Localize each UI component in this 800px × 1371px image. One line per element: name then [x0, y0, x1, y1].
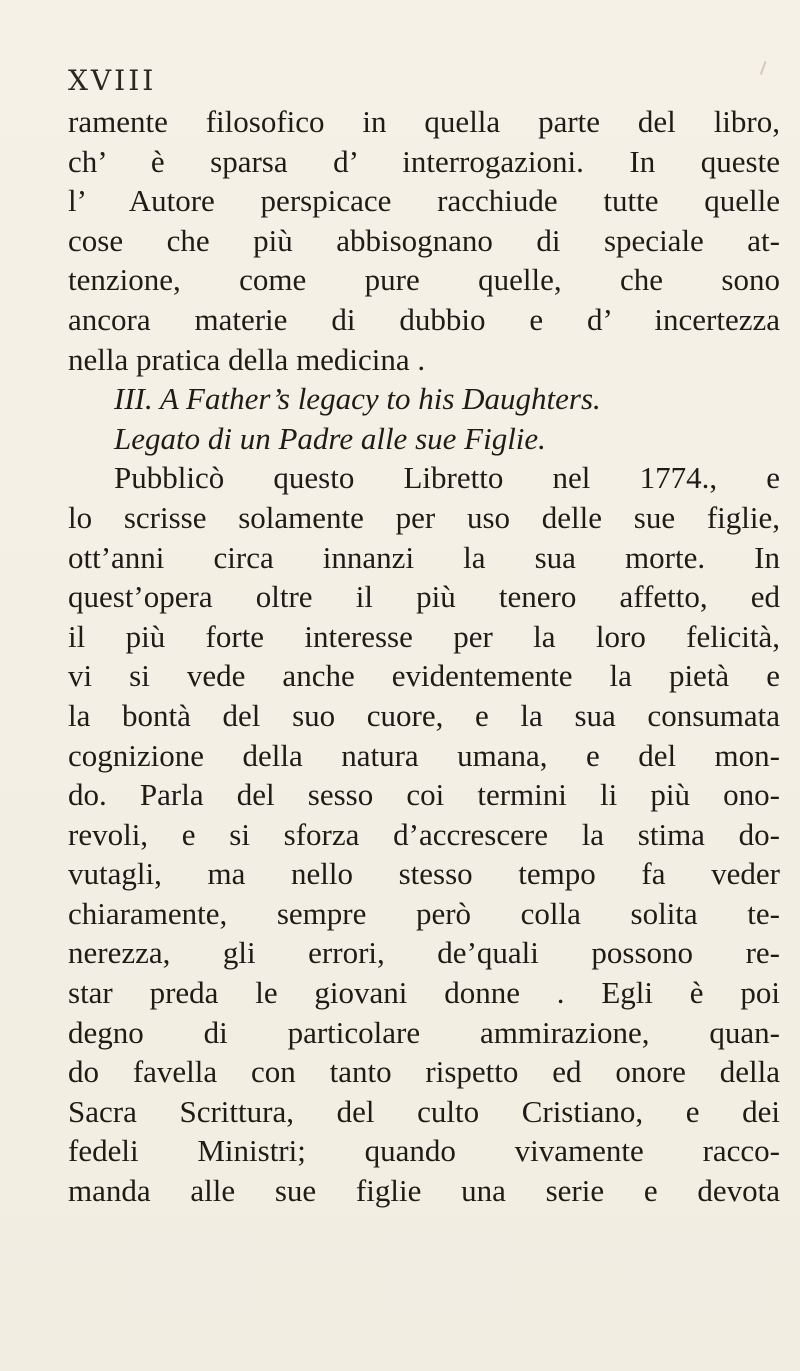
section-title-english: III. A Father’s legacy to his Daughters. — [114, 381, 601, 417]
text-line: chiaramente, sempre però colla solita te- — [68, 895, 780, 931]
text-line: Sacra Scrittura, del culto Cristiano, e dei — [68, 1093, 780, 1129]
text-line: la bontà del suo cuore, e la sua consumata — [68, 697, 780, 733]
text-line: star preda le giovani donne . Egli è poi — [68, 975, 780, 1011]
ink-mark — [760, 61, 772, 77]
text-line: ramente filosofico in quella parte del libro, — [68, 104, 780, 139]
text-line: il più forte interesse per la loro felicità, — [68, 618, 780, 654]
text-line: cose che più abbisognano di speciale at- — [68, 222, 780, 258]
text-line: ott’anni circa innanzi la sua morte. In — [68, 539, 780, 575]
text-line: quest’opera oltre il più tenero affetto, ed — [68, 579, 780, 615]
text-line: revoli, e si sforza d’accrescere la stima do- — [68, 816, 780, 852]
text-line: lo scrisse solamente per uso delle sue figlie, — [68, 499, 780, 535]
text-line: nerezza, gli errori, de’quali possono re- — [68, 935, 780, 971]
text-line: manda alle sue figlie una serie e devota — [68, 1173, 780, 1209]
text-line: ch’ è sparsa d’ interrogazioni. In queste — [68, 143, 780, 179]
text-line: do favella con tanto rispetto ed onore della — [68, 1054, 780, 1090]
text-line: tenzione, come pure quelle, che sono — [68, 262, 780, 298]
text-line: ancora materie di dubbio e d’ incertezza — [68, 301, 780, 337]
page-number-header: XVIII — [68, 64, 157, 97]
text-line: degno di particolare ammirazione, quan- — [68, 1014, 780, 1050]
text-line: l’ Autore perspicace racchiude tutte quelle — [68, 183, 780, 219]
text-line: do. Parla del sesso coi termini li più ono- — [68, 777, 780, 813]
text-line: vutagli, ma nello stesso tempo fa veder — [68, 856, 780, 892]
text-line: nella pratica della medicina . — [68, 341, 426, 377]
text-line: vi si vede anche evidentemente la pietà e — [68, 658, 780, 694]
text-line: Pubblicò questo Libretto nel 1774., e — [114, 460, 780, 496]
text-line: fedeli Ministri; quando vivamente racco- — [68, 1133, 780, 1169]
body-text — [68, 102, 780, 1211]
text-line: cognizione della natura umana, e del mon- — [68, 737, 780, 773]
section-title-italian: Legato di un Padre alle sue Figlie. — [114, 420, 546, 456]
